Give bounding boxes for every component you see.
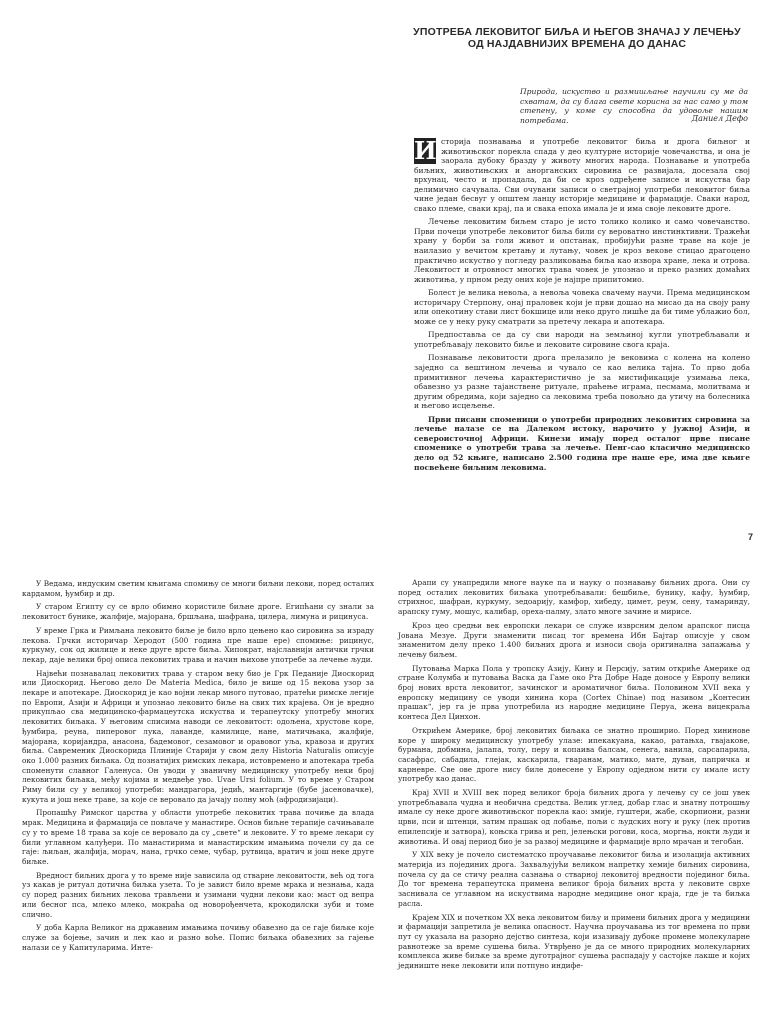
drop-cap: И	[414, 136, 437, 165]
epigraph-author: Даниел Дефо	[691, 114, 748, 123]
right-paragraph-2: Кроз цео средњи век европски лекари се служе изврсним делом арапског писца Јована Мезуе. Други знаменити писац тог времена Ибн Бајтар описује у свом знаменитом делу преко 1.400 биљних дрога и износи своја оригинална запажања у лечењу биљем.	[398, 620, 750, 659]
right-paragraph-3: Путовања Марка Пола у тропску Азију, Кину и Персију, затим откриће Америке од стране Колумба и путовања Васка да Гаме око Рта Добре Наде доносе у Европу велики број нових врста лековитог, зачинског и ароматичног биља. Половином XVII века у европску медицину се уводи хинина кора (Cortex Chinae) под називом „Контесин прашак“, јер га је прва употребила из народне медицине Перуа, жена вицекраља контеса Дел Цинхон.	[398, 663, 750, 722]
page-number: 7	[748, 532, 754, 542]
right-paragraph-1: Арапи су унапредили многе науке па и науку о познавању биљних дрога. Они су поред осталих лековитих биљака употребљавали: бешбиље, бунику, кафу, ђумбир, стрихнос, шафран, куркуму, зедоарију, камфор, хибеду, цимет, реум, сену, тамаринду, арапску гуму, мошус, калибар, ореха-палму, злато многе зачине и мирисе.	[398, 578, 750, 617]
page-title: УПОТРЕБА ЛЕКОВИТОГ БИЉА И ЊЕГОВ ЗНАЧАЈ У ЛЕЧЕЊУ ОД НАЈДАВНИЈИХ ВРЕМЕНА ДО ДАНАС	[413, 26, 741, 50]
intro-paragraph-5: Познавање лековитости дрога прелазило је вековима с колена на колено заједно са вештином лечења и чувало се као велика тајна. То прво доба примитивног лечења карактеристично је за мистификације узимања лека, обавезно уз разне тајанствене ритуале, праћење играма, песмама, молитвама и другим обредима, који заједно са лековима треба повољно да утичу на болесника и његово исцељење.	[414, 353, 750, 411]
right-paragraph-6: У XIX веку је почело систематско проучавање лековитог биља и изолација активних материја из појединих дрога. Захваљујући великом напретку хемије биљних сировина, почела су да се стичу реална сазнања о стварној лековитој вредности појединог биља. До тог времена терапеутска примена великог броја биљних врста у лековите сврхе заснивала се углавном на искуствима народне медицине оног краја, где је та биљка расла.	[398, 850, 750, 908]
intro-paragraph-4: Предпоставља се да су сви народи на земљиној кугли употребљавали и употребљавају лековито биље и лековите сировине свога краја.	[414, 330, 750, 349]
left-column	[22, 579, 374, 956]
left-paragraph-3: У време Грка и Римљана лековито биље је било врло цењено као сировина за израду лекова. Грчки историчар Херодот (500 година пре наше ере) спомиње: рицинус, куркуму, сок од жилице и неке друге врсте биља. Хипократ, најславнији антички грчки лекар, даје велики број описа лековитих трава и начин њихове употребе за лечење људи.	[22, 625, 374, 664]
intro-paragraph-1: И сторија познавања и употребе лековитог биља и дрога биљног и животињског порекла спада у део културне историје човечанства, и она је заорала дубоку бразду у животу многих народа. Познавање и употреба биљних, животињских и анорганских сировина се развијала, досезала свој врхунац, често и пропадала, да би се кроз одређене записе и искуства бар делимично сачувала. Сви очувани записи о светрајној употреби лековитог биља чине један бесвуг у општем ланцу историје медицине и фармације. Сваки народ, свако племе, сваки крај, па и свака епоха имала је и има своје лековите дроге.	[414, 136, 750, 213]
left-paragraph-5: Пропашћу Римског царства у области употребе лековитих трава почиње да влада мрак. Медицина и фармација се повлаче у манастире. Основ биљне терапије сачињавале су у то време 18 трава за које се веровало да су „свете“ и лековите. У то време лекари су били углавном калуђери. По манастирима и манастирским имањима почели су да се гаје: љиљан, жалфија, морач, нана, грчко семе, чубар, рутвица, вратич и још неке друге биљке.	[22, 808, 374, 866]
left-paragraph-2: У старом Египту су се врло обимно користиле биљне дроге. Египћани су знали за лековитост бунике, жалфије, мајорана, бршљана, шафрана, цилера, лимуна и рицинуса.	[22, 602, 374, 622]
epigraph: Природа, искуство и размишљање научили су ме да схватам, да су блага свете корисна за нас само у том степену, у коме су способна да удовоље нашим потребама.	[520, 87, 748, 125]
right-paragraph-7: Крајем XIX и почетком XX века лековитом биљу и примени биљних дрога у медицини и фармацији запретила је велика опасност. Научна проучавања из тог времена по први пут су указала на разорно дејство синтеза, који изазивају дубоке промене молекуларне равнотеже за време сушења биља. Утврђено је да се много природних молекуларних комплекса живе биљке за време дуготрајног сушења распадају у састојке лакше и којих јединиште неке лековити или потпуно индифе-	[398, 912, 750, 971]
intro-paragraph-2: Лечење лековитим биљем старо је исто толико колико и само човечанство. Први почеци употребе лековитог биља били су вероватно инстинктивни. Тражећи храну у борби за голи живот и опстанак, пробијући разне траве на које је наилазио у вечитом кретању и лутању, човек је кроз векове стицао драгоцено практично искуство у погледу разликовања биља као извора хране, лека и отрова. Лековитост и отровност многих трава човек је упознао и преко разних домаћих животиња, у прном реду оних које је најпре припитомио.	[414, 217, 750, 284]
right-column	[398, 578, 750, 975]
intro-column	[414, 137, 750, 476]
left-paragraph-4: Највећи познавалац лековитих трава у старом веку био је Грк Педаније Диоскорид или Диоскорид. Његово дело De Materia Medica, било је више од 15 векова узор за лекаре и апотекаре. Диоскорид је као војни лекар много путовао, пратећи римске легије по Европи, Азији и Африци и упознао лековито биље на свих тих крајева. Он је вредно прикупљао сва медицинско-фармацеутска искуства и терапеутску употребу многих лековитих биљака. У његовим списима наводи се лековитост: одољена, хрустове коре, ђумбира, реуна, пиперовог лука, лаванде, камилице, нане, матичњака, жалфије, мајорана, коријандра, анасона, бадемовог, сезамовог и оравовог уља, кравоза и других биља. Савременик Диоскорида Плиније Старији у свом делу Historia Naturalis описује око 1.000 разних биљака. Од познатијих римских лекара, истовремено и апотекара треба споменути славног Галенуса. Он уводи у званичну медицинску употребу неки број лековитих биљака, међу којима и медвеђе уво. Uvae Ursi folium. У то време у Старом Риму били су у великој употреби: мандрагора, једић, мантаргије (бубе јасеновачке), кукута и још неке траве, за које се веровало да јачају полну моћ (афродизијаци).	[22, 668, 374, 804]
left-paragraph-6: Вредност биљних дрога у то време није зависила од стварне лековитости, већ од тога уз какав је ритуал дотична биљка узета. То је завист било време мрака и незнања, када су поред разних биљних лекова трављени и узимани чудни лекови као: маст од вепра или бесног пса, млеко млеко, мокраћа од новорођенчета, крокодилски зуби и томе слично.	[22, 870, 374, 919]
intro-paragraph-3: Болест је велика невоља, а невоља човека свачему научи. Према медицинском историчару Стерпону, онај праловек који је први дошао на мисао да на своју рану или опекотину стави лист бокшице или неко друго лишће да би тиме ублажио бол, може се у неку руку сматрати за претечу лекара и апотекара.	[414, 288, 750, 326]
right-paragraph-4: Открићем Америке, број лековитих биљака се знатно проширио. Поред хининове коре у широку медицинску употребу улазе: ипекакуана, какао, ратањха, гвајакове, бурмана, добмина, јалапа, толу, перу и копаива балсам, сенега, ванила, сарсапарила, сасафрас, сабадила, глејак, каскарила, гваранам, матико, мате, дуван, папричка и карневре. Све ове дроге нису биле донесене у Европу одједном нити су имале исту употребу као данас.	[398, 725, 750, 784]
left-paragraph-1: У Ведама, индуским светим књигама спомињу се многи биљни лекови, поред осталих кардамом, ђумбир и др.	[22, 579, 374, 598]
intro-paragraph-6: Први писани споменици о употреби природних лековитих сировина за лечење налазе се на Далеком истоку, нарочито у јужној Азији, и североисточној Африци. Кинези имају поред осталог прве писане споменике о употреби трава за лечење. Пенг-сао класично медицинско дело од 52 књиге, написано 2.500 година пре наше ере, има две књиге посвећене биљним лековима.	[414, 414, 750, 472]
left-paragraph-7: У доба Карла Великог на државним имањима почињу обавезно да се гаје биљке које служе за бојење, зачин и лек као и разно воће. Попис биљака обавезних за гајење налази се у Капитуларима. Инте-	[22, 923, 374, 952]
right-paragraph-5: Крај XVII и XVIII век поред великог броја биљних дрога у лечењу су се још увек употребљавала чудна и необична средства. Велик углед, добар глас и знатну потрошњу имале су неке дроге животињског порекла као: змије, гуштери, жабе, скорпиони, разни црви, пси и штенци, затим прашак од лобање, пољи с људских ногу и руку (лек против епилепсије и затвора), коњска грива и реп, јелењски рогови, коса, моргња, нокти људи и животиња. И овај период био је за развој медицине и фармације врло мрачан и тегобан.	[398, 788, 750, 846]
